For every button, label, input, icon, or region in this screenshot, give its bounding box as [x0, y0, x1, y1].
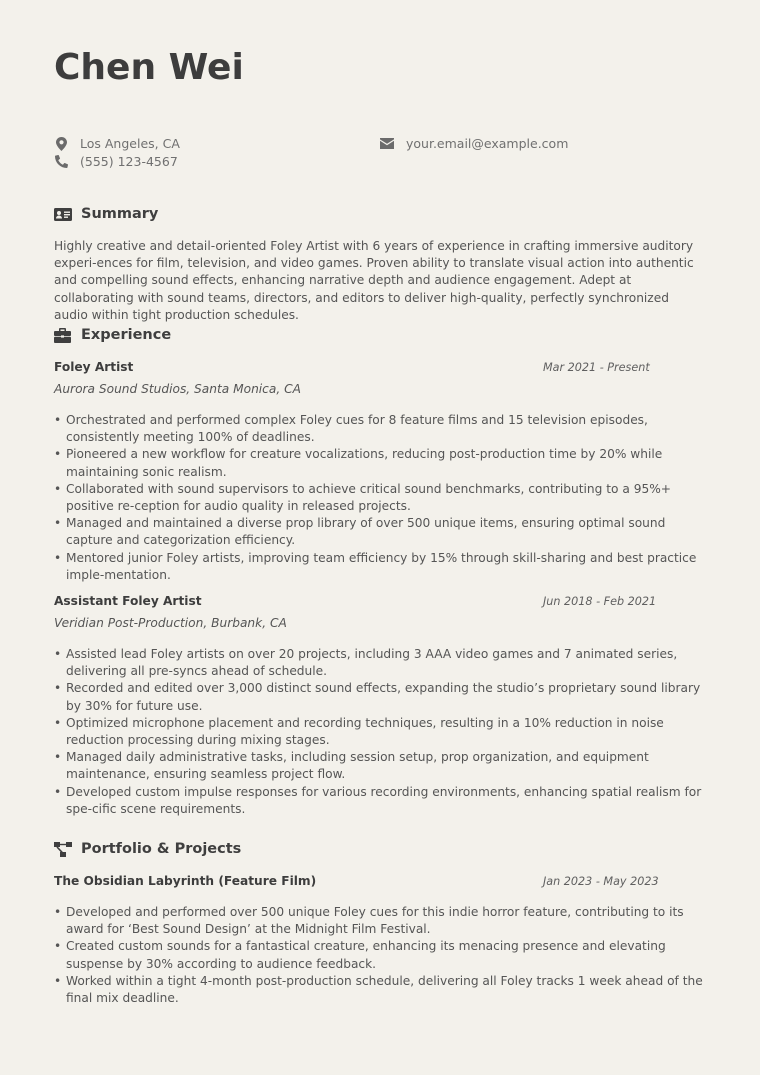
project-title: The Obsidian Labyrinth (Feature Film)	[54, 874, 317, 888]
experience-heading-text: Experience	[81, 327, 172, 343]
contact-email[interactable]	[380, 136, 568, 151]
job-company: Aurora Sound Studios, Santa Monica, CA	[54, 382, 301, 396]
job-bullets	[54, 646, 706, 818]
list-item: • Assisted lead Foley artists on over 20 projects, including 3 AAA video games and 7 animated series, delivering all pre-syncs ahead of schedule.	[54, 646, 706, 680]
list-item: • Orchestrated and performed complex Foley cues for 8 feature films and 15 television episodes, consistently meeting 100% of deadlines.	[54, 412, 706, 446]
job-title: Assistant Foley Artist	[54, 594, 202, 608]
job-date: Mar 2021 - Present	[543, 361, 650, 374]
list-item: • Managed and maintained a diverse prop library of over 500 unique items, ensuring optimal sound capture and categorization efficiency.	[54, 515, 706, 549]
job-bullets	[54, 412, 706, 584]
list-item: • Developed and performed over 500 unique Foley cues for this indie horror feature, contributing to its award for ‘Best Sound Design’ at the Midnight Film Festival.	[54, 904, 706, 938]
job-date: Jun 2018 - Feb 2021	[543, 595, 657, 608]
portfolio-heading-text: Portfolio & Projects	[81, 841, 242, 857]
phone-text: (555) 123-4567	[80, 154, 178, 169]
list-item: • Managed daily administrative tasks, including session setup, prop organization, and equipment maintenance, ensuring seamless project flow.	[54, 749, 706, 783]
candidate-name: Chen Wei	[54, 47, 244, 88]
list-item: • Created custom sounds for a fantastical creature, enhancing its menacing presence and elevating suspense by 30% according to audience feedback.	[54, 938, 706, 972]
briefcase-icon	[54, 327, 72, 343]
project-bullets	[54, 904, 706, 1007]
job-company: Veridian Post-Production, Burbank, CA	[54, 616, 287, 630]
summary-text: Highly creative and detail-oriented Foley Artist with 6 years of experience in crafting immersive auditory experi-ences for film, television, and video games. Proven ability to translate visual action into authentic and compelling sound effects, enhancing narrative depth and audience engagement. Adept at collaborating with sound teams, directors, and editors to deliver high-quality, perfectly synchronized audio within tight production schedules.	[54, 239, 694, 322]
list-item: • Worked within a tight 4-month post-production schedule, delivering all Foley tracks 1 week ahead of the final mix deadline.	[54, 973, 706, 1007]
id-card-icon	[54, 206, 72, 222]
list-item: • Mentored junior Foley artists, improving team efficiency by 15% through skill-sharing and best practice imple-mentation.	[54, 550, 706, 584]
portfolio-heading	[54, 841, 241, 857]
job-title: Foley Artist	[54, 360, 134, 374]
summary-heading-text: Summary	[81, 206, 159, 222]
experience-heading	[54, 327, 171, 343]
list-item: • Developed custom impulse responses for various recording environments, enhancing spatial realism for spe-cific scene requirements.	[54, 784, 706, 818]
location-text: Los Angeles, CA	[80, 136, 180, 151]
email-link[interactable]: your.email@example.com	[406, 136, 569, 151]
summary-heading	[54, 206, 158, 222]
phone-icon	[54, 155, 68, 169]
list-item: • Collaborated with sound supervisors to achieve critical sound benchmarks, contributing to a 95%+ positive re-ception for audio quality in released projects.	[54, 481, 706, 515]
list-item: • Optimized microphone placement and recording techniques, resulting in a 10% reduction in noise reduction processing during mixing stages.	[54, 715, 706, 749]
list-item: • Recorded and edited over 3,000 distinct sound effects, expanding the studio’s proprietary sound library by 30% for future use.	[54, 680, 706, 714]
list-item: • Pioneered a new workflow for creature vocalizations, reducing post-production time by 20% while maintaining sonic realism.	[54, 446, 706, 480]
project-date: Jan 2023 - May 2023	[543, 875, 659, 888]
map-pin-icon	[54, 137, 68, 151]
contact-phone	[54, 154, 178, 169]
envelope-icon	[380, 137, 394, 151]
contact-location	[54, 136, 180, 151]
project-diagram-icon	[54, 841, 72, 857]
